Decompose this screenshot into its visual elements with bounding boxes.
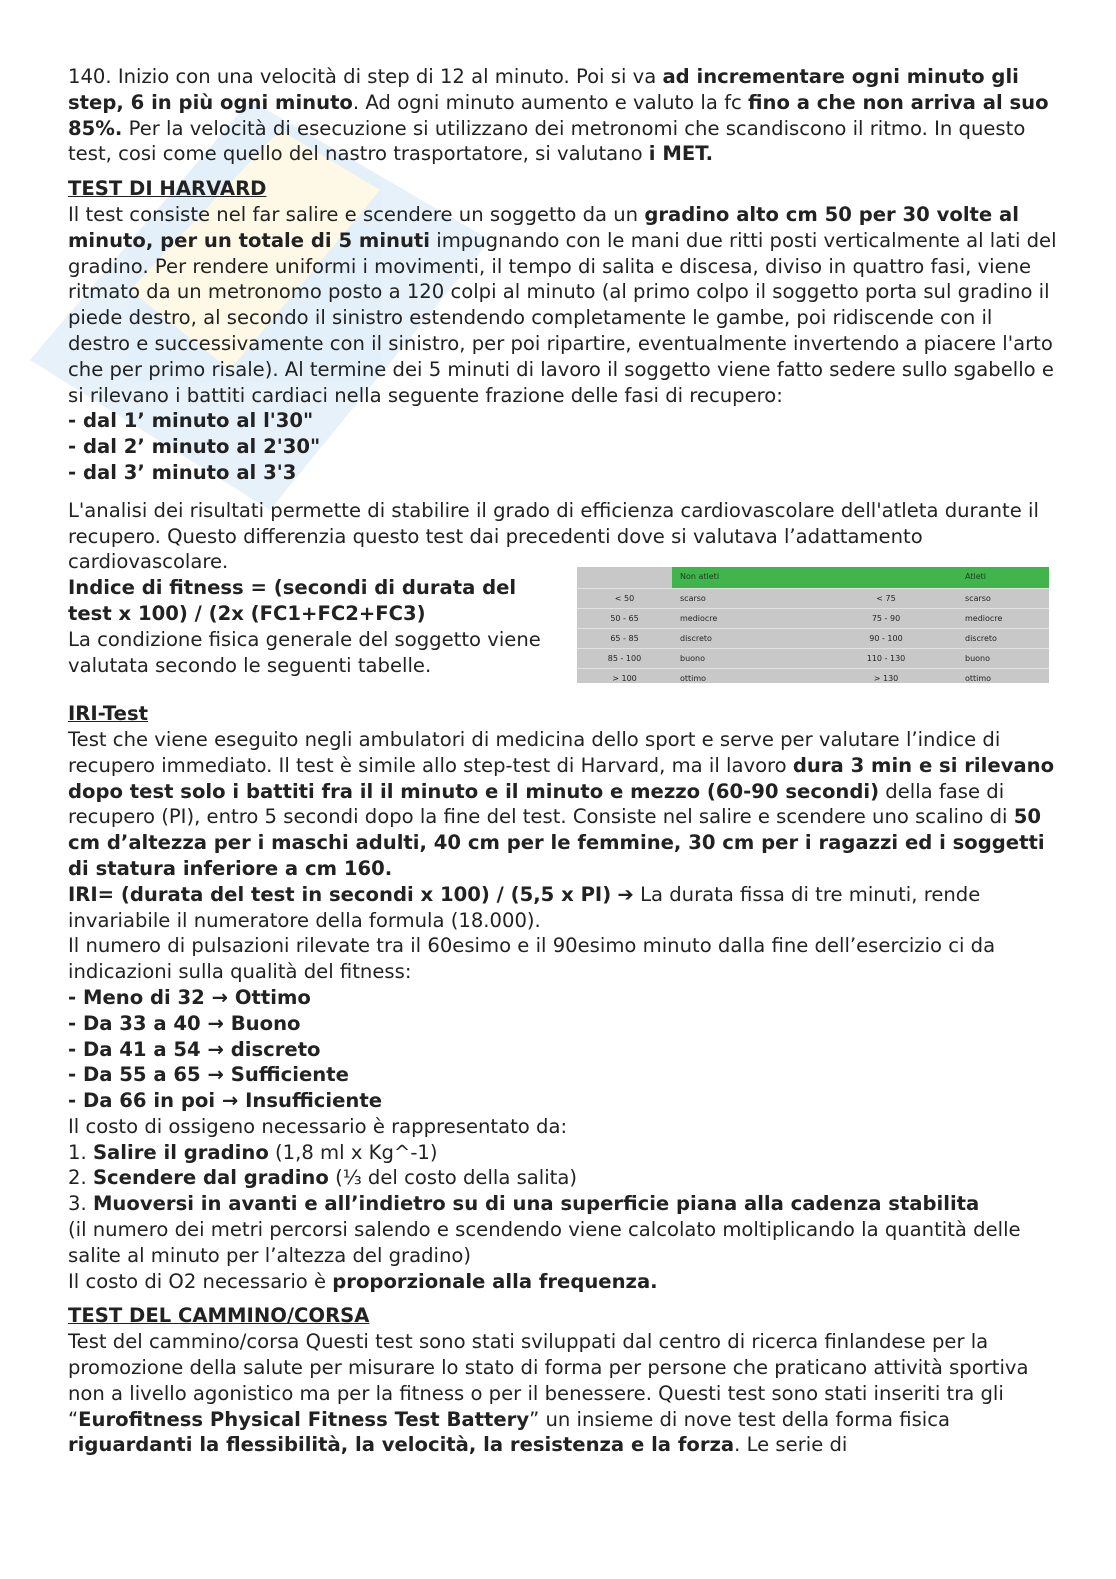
scale-item: - Da 33 a 40 → Buono bbox=[68, 1011, 301, 1035]
iri-heading: IRI-Test bbox=[68, 702, 148, 726]
oxygen-intro: Il costo di ossigeno necessario è rappresentato da: bbox=[68, 1114, 568, 1138]
condition-text: La condizione fisica generale del soggetto viene valutata secondo le seguenti tabelle. bbox=[68, 627, 541, 677]
header-atleti: Atleti bbox=[955, 567, 1049, 588]
fitness-index-formula: Indice di fitness = (secondi di durata del test x 100) / (2x (FC1+FC2+FC3) bbox=[68, 576, 517, 625]
scale-item: - Da 66 in poi → Insufficiente bbox=[68, 1089, 383, 1113]
recovery-phase: - dal 3’ minuto al 3'3 bbox=[68, 460, 297, 484]
table-row: 50 - 65 mediocre 75 - 90 mediocre bbox=[577, 608, 1049, 628]
table-row: < 50 scarso < 75 scarso bbox=[577, 588, 1049, 608]
fitness-index-block bbox=[68, 572, 1058, 701]
arrow-right-icon: ➔ bbox=[617, 882, 634, 906]
intro-paragraph: 140. Inizio con una velocità di step di 12 al minuto. Poi si va ad incrementare ogni minuto gli step, 6 in più ogni minuto. Ad ogni minuto aumento e valuto la fc fino a che non arriva al suo 85%. Per la velocità di esecuzione si utilizzano dei metronomi che scandiscono il ritmo. In questo test, cosi come quello del nastro trasportatore, si valutano i MET. bbox=[68, 65, 1049, 166]
scale-item: - Da 55 a 65 → Sufficiente bbox=[68, 1063, 349, 1087]
meters-note: (il numero dei metri percorsi salendo e scendendo viene calcolato moltiplicando la quantità delle salite al minuto per l’altezza del gradino) bbox=[68, 1218, 1021, 1267]
cost-item: 1. Salire il gradino (1,8 ml x Kg^-1) bbox=[68, 1140, 438, 1164]
table-row: 65 - 85 discreto 90 - 100 discreto bbox=[577, 628, 1049, 648]
walk-heading: TEST DEL CAMMINO/CORSA bbox=[68, 1304, 370, 1328]
harvard-paragraph: Il test consiste nel far salire e scendere un soggetto da un gradino alto cm 50 per 30 volte al minuto, per un totale di 5 minuti impugnando con le mani due ritti posti verticalmente al lati del gradino. Per rendere uniformi i movimenti, il tempo di salita e discesa, diviso in quattro fasi, viene ritmato da un metronomo posto a 120 colpi al minuto (al primo colpo il soggetto porta sul gradino il piede destro, al secondo il sinistro estendendo completamente le gambe, poi ridiscende con il destro e successivamente con il sinistro, per poi ripartire, eventualmente invertendo a piacere l'arto che per primo risale). Al termine dei 5 minuti di lavoro il soggetto viene fatto sedere sullo sgabello e si rilevano i battiti cardiaci nella seguente frazione delle fasi di recupero: bbox=[68, 202, 1057, 407]
table-row: > 100 ottimo > 130 ottimo bbox=[577, 668, 1049, 688]
o2-cost: Il costo di O2 necessario è proporzionale alla frequenza. bbox=[68, 1269, 658, 1293]
iri-formula: IRI= (durata del test in secondi x 100) / (5,5 x PI) ➔ La durata fissa di tre minuti, rende invariabile il numeratore della formula (18.000). bbox=[68, 882, 981, 932]
scale-item: - Meno di 32 → Ottimo bbox=[68, 985, 311, 1009]
cost-item: 2. Scendere dal gradino (⅓ del costo della salita) bbox=[68, 1166, 578, 1190]
cost-item: 3. Muoversi in avanti e all’indietro su di una superficie piana alla cadenza stabilita bbox=[68, 1192, 980, 1216]
harvard-heading: TEST DI HARVARD bbox=[68, 177, 267, 201]
table-row: 85 - 100 buono 110 - 130 buono bbox=[577, 648, 1049, 668]
document-page bbox=[68, 64, 1058, 1458]
fitness-table bbox=[577, 567, 1049, 683]
analysis-paragraph: L'analisi dei risultati permette di stabilire il grado di efficienza cardiovascolare dell'atleta durante il recupero. Questo differenzia questo test dai precedenti dove si valutava l’adattamento cardiovascolare. bbox=[68, 498, 1039, 574]
scale-item: - Da 41 a 54 → discreto bbox=[68, 1037, 321, 1061]
pulse-text: Il numero di pulsazioni rilevate tra il 60esimo e il 90esimo minuto dalla fine dell’esercizio ci da indicazioni sulla qualità del fitness: bbox=[68, 934, 996, 984]
recovery-phase: - dal 1’ minuto al l'30" bbox=[68, 409, 314, 433]
header-non-atleti: Non atleti bbox=[672, 567, 817, 588]
recovery-phase: - dal 2’ minuto al 2'30" bbox=[68, 435, 321, 459]
iri-paragraph: Test che viene eseguito negli ambulatori di medicina dello sport e serve per valutare l’indice di recupero immediato. Il test è simile allo step-test di Harvard, ma il lavoro dura 3 min e si rilevano dopo test solo i battiti fra il il minuto e il minuto e mezzo (60-90 secondi) della fase di recupero (PI), entro 5 secondi dopo la fine del test. Consiste nel salire e scendere uno scalino di 50 cm d’altezza per i maschi adulti, 40 cm per le femmine, 30 cm per i ragazzi ed i soggetti di statura inferiore a cm 160. bbox=[68, 727, 1055, 880]
walk-paragraph: Test del cammino/corsa Questi test sono stati sviluppati dal centro di ricerca finlandese per la promozione della salute per misurare lo stato di forma per persone che praticano attività sportiva non a livello agonistico ma per la fitness o per il benessere. Questi test sono stati inseriti tra gli “Eurofitness Physical Fitness Test Battery” un insieme di nove test della forma fisica riguardanti la flessibilità, la velocità, la resistenza e la forza. Le serie di bbox=[68, 1330, 1029, 1457]
